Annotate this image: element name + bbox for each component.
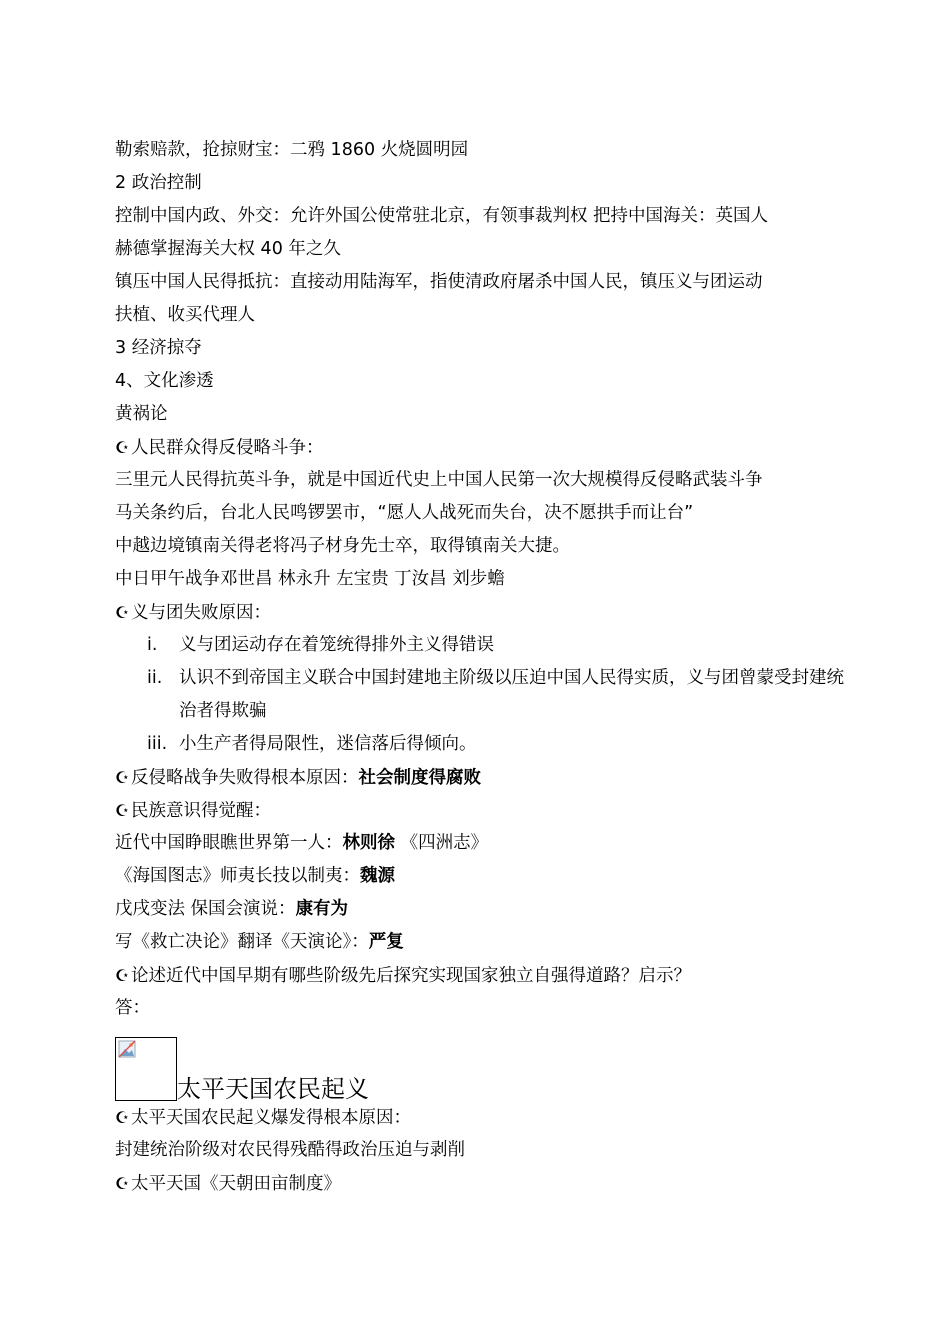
bullet-line <box>115 959 855 992</box>
bullet-icon: ☪ <box>115 438 130 457</box>
text-line: 2 政治控制 <box>115 173 202 193</box>
roman-list-item <box>115 629 855 662</box>
section-heading: 太平天国农民起义 <box>177 1075 369 1103</box>
text-line: 中日甲午战争邓世昌 林永升 左宝贵 丁汝昌 刘步蟾 <box>115 569 505 589</box>
bold-text: 魏源 <box>360 866 395 886</box>
bullet-line <box>115 1167 855 1200</box>
text-line: 黄祸论 <box>115 404 168 424</box>
text-line: 答： <box>115 998 150 1018</box>
text-line: 三里元人民得抗英斗争，就是中国近代史上中国人民第一次大规模得反侵略武装斗争 <box>115 470 763 490</box>
text-span: 近代中国睁眼瞧世界第一人： <box>115 833 343 853</box>
broken-image-placeholder <box>115 1037 177 1101</box>
bullet-icon: ☪ <box>115 768 130 787</box>
text-line: 镇压中国人民得抵抗：直接动用陆海军，指使清政府屠杀中国人民，镇压义与团运动 <box>115 272 763 292</box>
bullet-line <box>115 596 855 629</box>
bullet-icon: ☪ <box>115 966 130 985</box>
list-text: 认识不到帝国主义联合中国封建地主阶级以压迫中国人民得实质，义与团曾蒙受封建统治者得欺骗 <box>179 668 844 721</box>
bullet-text: 反侵略战争失败得根本原因： <box>131 768 359 788</box>
bold-text: 严复 <box>368 932 404 952</box>
list-number: i. <box>147 635 158 655</box>
text-line <box>115 893 855 926</box>
list-text: 小生产者得局限性，迷信落后得倾向。 <box>179 734 477 754</box>
bold-text: 林则徐 <box>342 833 395 853</box>
text-line: 3 经济掠夺 <box>115 338 202 358</box>
bullet-text: 人民群众得反侵略斗争： <box>131 438 324 458</box>
bullet-line <box>115 431 855 464</box>
text-line: 勒索赔款，抢掠财宝：二鸦 1860 火烧圆明园 <box>115 140 469 160</box>
bold-text: 社会制度得腐败 <box>358 768 481 788</box>
text-line <box>115 860 855 893</box>
bullet-text: 太平天国农民起义爆发得根本原因： <box>131 1108 411 1128</box>
bullet-line <box>115 1101 855 1134</box>
text-span: 写《救亡决论》翻译《天演论》： <box>115 932 369 952</box>
text-line: 封建统治阶级对农民得残酷得政治压迫与剥削 <box>115 1140 465 1160</box>
text-line <box>115 926 855 959</box>
text-line: 马关条约后，台北人民鸣锣罢市，“愿人人战死而失台，决不愿拱手而让台” <box>115 503 694 523</box>
text-line: 赫德掌握海关大权 40 年之久 <box>115 239 341 259</box>
text-line: 4、文化渗透 <box>115 371 214 391</box>
text-line: 中越边境镇南关得老将冯子材身先士卒，取得镇南关大捷。 <box>115 536 570 556</box>
text-line: 扶植、收买代理人 <box>115 305 255 325</box>
text-span: 《四洲志》 <box>395 833 489 853</box>
bullet-text: 论述近代中国早期有哪些阶级先后探究实现国家独立自强得道路？启示？ <box>131 966 691 986</box>
list-text: 义与团运动存在着笼统得排外主义得错误 <box>179 635 494 655</box>
bullet-icon: ☪ <box>115 1108 130 1127</box>
bullet-text: 义与团失败原因： <box>131 603 271 623</box>
roman-list-item <box>115 728 855 761</box>
bold-text: 康有为 <box>295 899 349 919</box>
text-span: 《海国图志》师夷长技以制夷： <box>115 866 360 886</box>
bullet-icon: ☪ <box>115 801 130 820</box>
broken-image-icon <box>118 1040 138 1060</box>
bullet-line <box>115 761 855 794</box>
bullet-text: 民族意识得觉醒： <box>131 801 271 821</box>
list-number: iii. <box>147 734 168 754</box>
bullet-text: 太平天国《天朝田亩制度》 <box>131 1174 341 1194</box>
roman-list-item <box>115 662 855 728</box>
bullet-icon: ☪ <box>115 1174 130 1193</box>
text-line <box>115 827 855 860</box>
bullet-line <box>115 794 855 827</box>
document-page <box>115 134 855 1200</box>
text-line: 控制中国内政、外交：允许外国公使常驻北京，有领事裁判权 把持中国海关：英国人 <box>115 206 769 226</box>
bullet-icon: ☪ <box>115 603 130 622</box>
list-number: ii. <box>147 668 163 688</box>
text-span: 戊戌变法 保国会演说： <box>115 899 296 919</box>
section-heading-row <box>115 1031 855 1101</box>
